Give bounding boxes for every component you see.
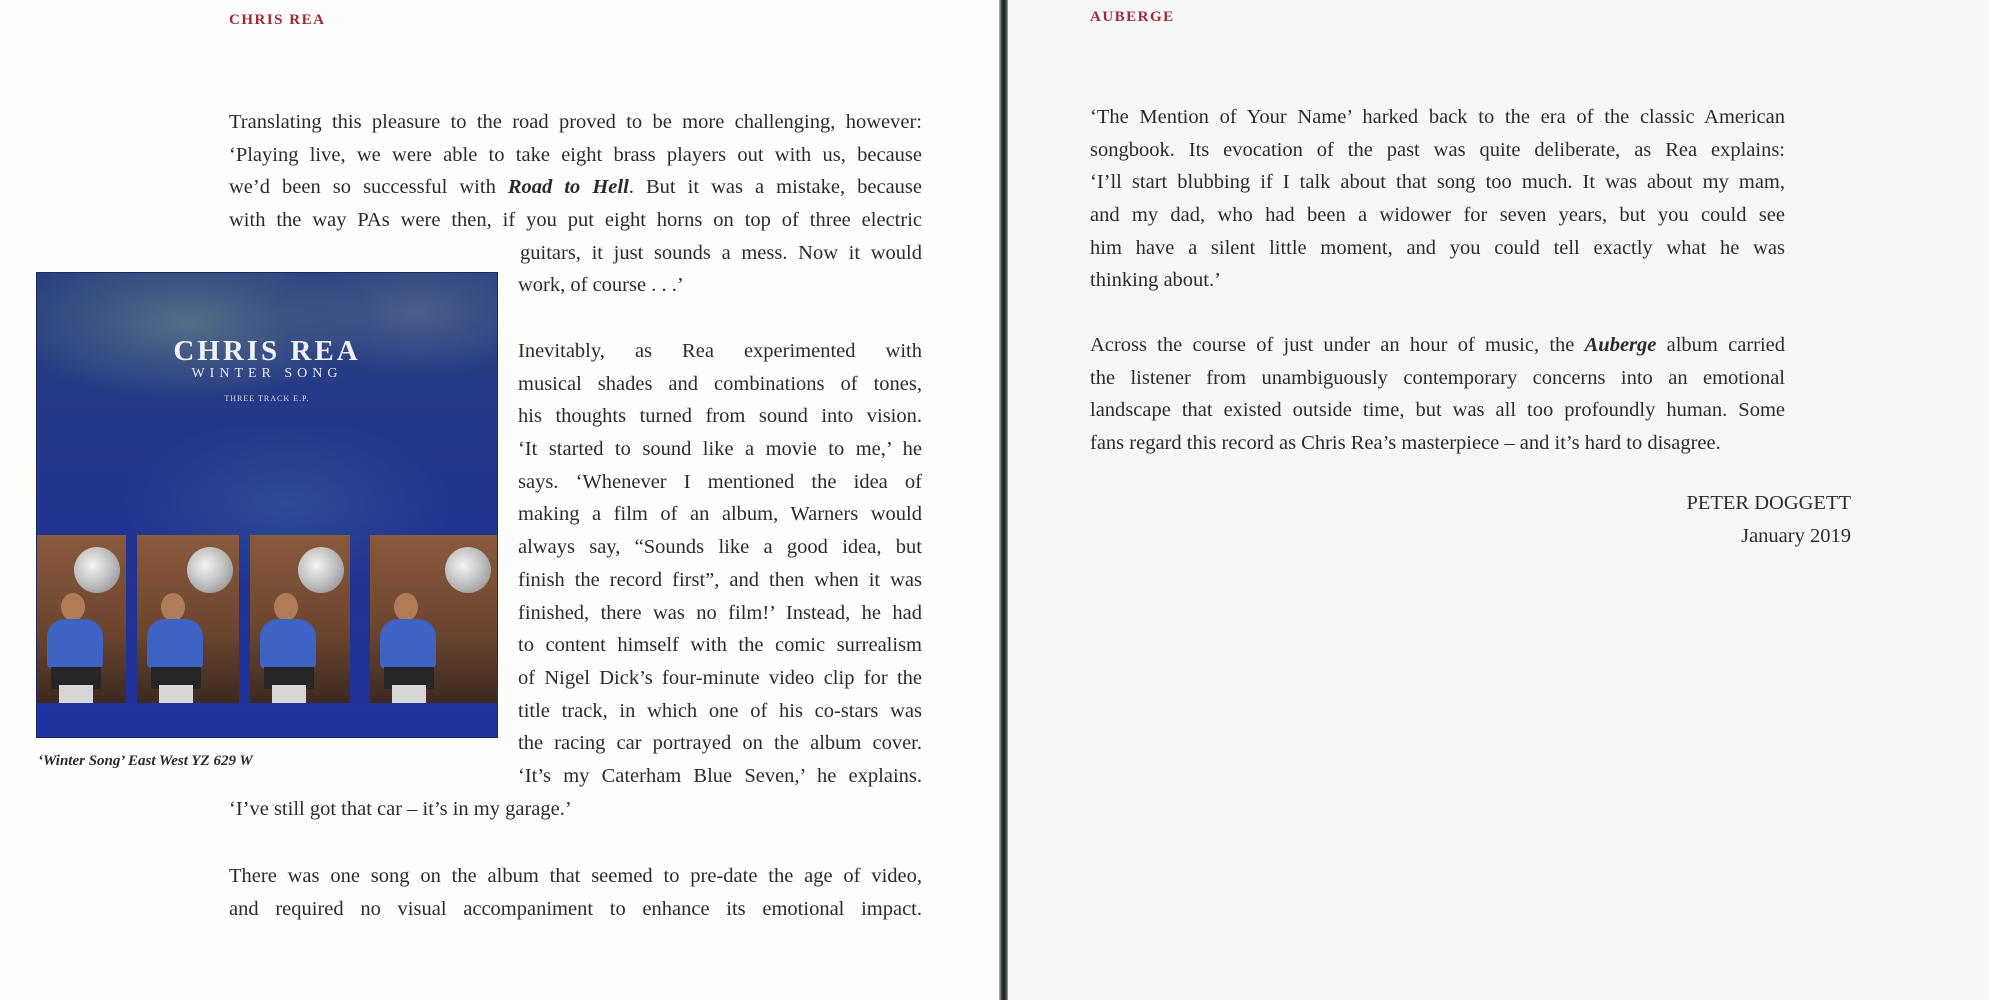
cover-photo-1 (37, 535, 126, 703)
text-line: There was one song on the album that seemed to pre-date the age of video, (229, 865, 922, 887)
text-line: title track, in which one of his co-stars was (518, 699, 922, 722)
text-line: always say, “Sounds like a good idea, but (518, 536, 922, 559)
author-name: PETER DOGGETT (1686, 492, 1851, 514)
publication-date: January 2019 (1741, 525, 1851, 547)
running-header-left: CHRIS REA (229, 12, 326, 28)
text-line: with the way PAs were then, if you put eight horns on top of three electric (229, 209, 922, 232)
left-paragraph-3 (229, 860, 922, 925)
text-line: work, of course . . .’ (518, 274, 684, 297)
cover-photo-2 (137, 535, 239, 703)
text-line (1090, 329, 1785, 362)
text-line: to content himself with the comic surrealism (518, 634, 922, 657)
running-header-right: AUBERGE (1090, 9, 1175, 25)
text-span: . But it was a mistake, because (628, 176, 922, 199)
cover-subtitle: THREE TRACK E.P. (224, 394, 310, 403)
text-line: him have a silent little moment, and you could tell exactly what he was (1090, 236, 1785, 259)
text-line (229, 171, 922, 204)
text-line: ‘It started to sound like a movie to me,’ he (518, 438, 922, 461)
cover-photo-4 (370, 535, 497, 703)
text-line: Translating this pleasure to the road proved to be more challenging, however: (229, 111, 922, 133)
album-title-road-to-hell: Road to Hell (507, 176, 629, 199)
text-line: ‘It’s my Caterham Blue Seven,’ he explains. (518, 764, 922, 787)
right-paragraph-2 (1090, 329, 1785, 460)
text-line: and required no visual accompaniment to enhance its emotional impact. (229, 897, 922, 920)
image-caption: ‘Winter Song’ East West YZ 629 W (38, 753, 253, 769)
album-cover-winter-song (37, 273, 497, 737)
text-line: his thoughts turned from sound into vision. (518, 405, 922, 428)
text-line: finish the record first”, and then when it was (518, 568, 922, 591)
text-line: the listener from unambiguously contemporary concerns into an emotional (1090, 366, 1785, 389)
text-line: of Nigel Dick’s four-minute video clip for the (518, 666, 922, 689)
text-line: making a film of an album, Warners would (518, 503, 922, 526)
text-line: says. ‘Whenever I mentioned the idea of (518, 470, 922, 493)
text-line: ‘The Mention of Your Name’ harked back to the era of the classic American (1090, 106, 1785, 128)
text-span: Across the course of just under an hour of music, the (1090, 334, 1585, 356)
cover-photo-3 (250, 535, 350, 703)
right-paragraph-1 (1090, 101, 1785, 297)
right-page (1008, 0, 1989, 1000)
text-line: ‘I’ll start blubbing if I talk about that song too much. It was about my mam, (1090, 171, 1785, 194)
text-line: the racing car portrayed on the album cover. (518, 732, 922, 755)
album-title-auberge: Auberge (1584, 334, 1657, 356)
text-line: ‘I’ve still got that car – it’s in my garage.’ (229, 797, 572, 820)
text-line: thinking about.’ (1090, 269, 1221, 292)
text-span: album carried (1656, 334, 1785, 356)
text-line: finished, there was no film!’ Instead, he had (518, 601, 922, 624)
text-span: we’d been so successful with (229, 176, 508, 199)
text-line: landscape that existed outside time, but was all too profoundly human. Some (1090, 399, 1785, 422)
text-line: songbook. Its evocation of the past was quite deliberate, as Rea explains: (1090, 138, 1785, 161)
text-line: fans regard this record as Chris Rea’s masterpiece – and it’s hard to disagree. (1090, 432, 1721, 455)
text-line: musical shades and combinations of tones, (518, 372, 922, 395)
cover-artist-name: CHRIS REA (173, 335, 361, 367)
text-line: guitars, it just sounds a mess. Now it would (520, 241, 922, 264)
text-line: and my dad, who had been a widower for seven years, but you could see (1090, 204, 1785, 227)
cover-album-title: WINTER SONG (191, 366, 343, 381)
text-line: ‘Playing live, we were able to take eight brass players out with us, because (229, 143, 922, 166)
text-line: Inevitably, as Rea experimented with (518, 340, 922, 362)
